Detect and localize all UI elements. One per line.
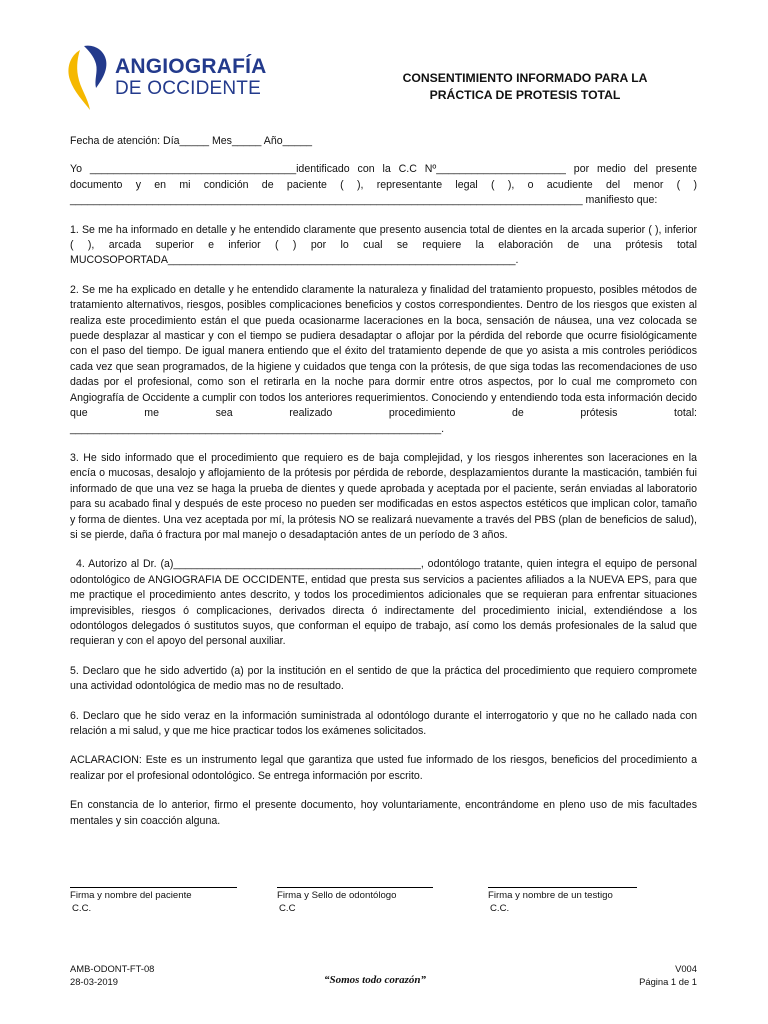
- form-date: 28-03-2019: [70, 976, 118, 987]
- clause-4: 4. Autorizo al Dr. (a)__________________________________________, odontólogo tratante, quien integra el equipo de personal odontológico de ANGIOGRAFIA DE OCCIDENTE, entidad que presta sus servicios a pacientes afiliados a la NUEVA EPS, para que me practique el procedimiento antes descrito, y todos los procedimientos adicionales que se requieran para enfrentar situaciones imprevisibles, riesgos ó complicaciones, derivados directa ó indirectamente del procedimiento inicial, extendiéndose a los odontólogos delegados ó sustitutos suyos, que conforman el equipo de trabajo, así como los demás profesionales de la salud que requieran y con el apoyo del personal auxiliar.: [70, 558, 697, 648]
- document-title: [370, 70, 680, 104]
- clause-1: 1. Se me ha informado en detalle y he entendido claramente que presento ausencia total de dientes en la arcada superior ( ), inferior ( ), arcada superior e inferior ( ) por lo cual se requiere la elaboración de una prótesis total MUCOSOPORTADA___________________________________________________________.: [70, 223, 697, 267]
- clause-3: 3. He sido informado que el procedimiento que requiero es de baja complejidad, y los riesgos inherentes son laceraciones en la encía o mucosas, desalojo y aflojamiento de la prótesis por pérdida de reborde, desplazamientos durante la masticación, también fui informado de que una vez se haga la prueba de dientes y quede aprobada y aceptada por el paciente, serán enviadas al laboratorio para su acabado final y después de este proceso no pueden ser modificadas en estos aspectos estéticos que implican color, tamaño y forma de dientes. Una vez aceptada por mí, la prótesis NO se realizará nuevamente a través del PBS (plan de beneficios de salud), si se pierde, daña ó fractura por mal manejo o desadaptación antes de un período de 3 años.: [70, 451, 697, 541]
- signature-line: [488, 887, 637, 888]
- signature-cc: C.C.: [72, 903, 92, 914]
- attention-date: Fecha de atención: Día_____ Mes_____ Año_____: [70, 135, 313, 147]
- signature-label: Firma y nombre del paciente: [70, 890, 192, 901]
- footer-left: [70, 962, 154, 988]
- form-version: V004: [675, 963, 697, 974]
- signature-line: [70, 887, 237, 888]
- closing-statement: En constancia de lo anterior, firmo el presente documento, hoy voluntariamente, encontrándome en pleno uso de mis facultades mentales y sin coacción alguna.: [70, 799, 697, 827]
- clarification: ACLARACION: Este es un instrumento legal que garantiza que usted fue informado de los riesgos, beneficios del procedimiento a realizar por el profesional odontológico. Se entrega información por escrito.: [70, 754, 697, 782]
- signature-cc: C.C: [279, 903, 296, 914]
- signature-label: Firma y Sello de odontólogo: [277, 890, 397, 901]
- signature-line: [277, 887, 433, 888]
- patient-identification: Yo ___________________________________identificado con la C.C Nº______________________ por medio del presente documento y en mi condición de paciente ( ), representante legal ( ), o acudiente del menor ( ) _______________________________________________________________________________________ manifiesto que:: [70, 163, 697, 207]
- signature-patient: [70, 876, 237, 915]
- signature-section: [70, 876, 697, 921]
- signature-cc: C.C.: [490, 903, 510, 914]
- footer-slogan: “Somos todo corazón”: [323, 974, 427, 986]
- document-body: [70, 134, 697, 843]
- heart-logo-icon: [66, 42, 116, 114]
- logo-name: ANGIOGRAFÍA: [115, 55, 267, 78]
- clause-5: 5. Declaro que he sido advertido (a) por la institución en el sentido de que la práctica del procedimiento que requiero compromete una actividad odontológica de medio mas no de resultado.: [70, 664, 697, 693]
- footer-right: [639, 962, 697, 988]
- signature-label: Firma y nombre de un testigo: [488, 890, 613, 901]
- signature-witness: [488, 876, 637, 915]
- angiografia-logo: [66, 42, 266, 114]
- title-line-2: PRÁCTICA DE PROTESIS TOTAL: [429, 88, 621, 102]
- clause-2: 2. Se me ha explicado en detalle y he entendido claramente la naturaleza y finalidad del tratamiento propuesto, posibles métodos de tratamiento alternativos, riesgos, posibles complicaciones beneficios y costos correspondientes. Dentro de los riesgos que existen al realiza este procedimiento están el que pueda ocasionarme laceraciones en la boca, sensación de náusea, una vez colocada se puede desplazar al masticar y con el tiempo se pudiera desadaptar o aflojar por la pérdida del reborde que ocurre fisiológicamente con el paso del tiempo. De igual manera entiendo que el éxito del tratamiento depende de que yo asista a mis controles periódicos cada vez que sean programados, de la higiene y cuidados que tenga con la prótesis, de que siga todas las recomendaciones de uso dadas por el profesional, como son el retirarla en la noche para dormir entre otros aspectos, por lo cual me comprometo con Angiografía de Occidente a cumplir con todos los anteriores requerimientos. Conociendo y entendiendo toda esta información decido que me sea realizado procedimiento de prótesis total: _______________________________________________________________.: [70, 283, 697, 435]
- form-code: AMB-ODONT-FT-08: [70, 963, 155, 974]
- title-line-1: CONSENTIMIENTO INFORMADO PARA LA: [402, 71, 648, 85]
- logo-subtitle: DE OCCIDENTE: [115, 78, 261, 99]
- signature-dentist: [277, 876, 433, 915]
- page-number: Página 1 de 1: [639, 976, 697, 987]
- clause-6: 6. Declaro que he sido veraz en la información suministrada al odontólogo durante el interrogatorio y que no he callado nada con relación a mi salud, y que me hice practicar todos los exámenes solicitados.: [70, 709, 697, 737]
